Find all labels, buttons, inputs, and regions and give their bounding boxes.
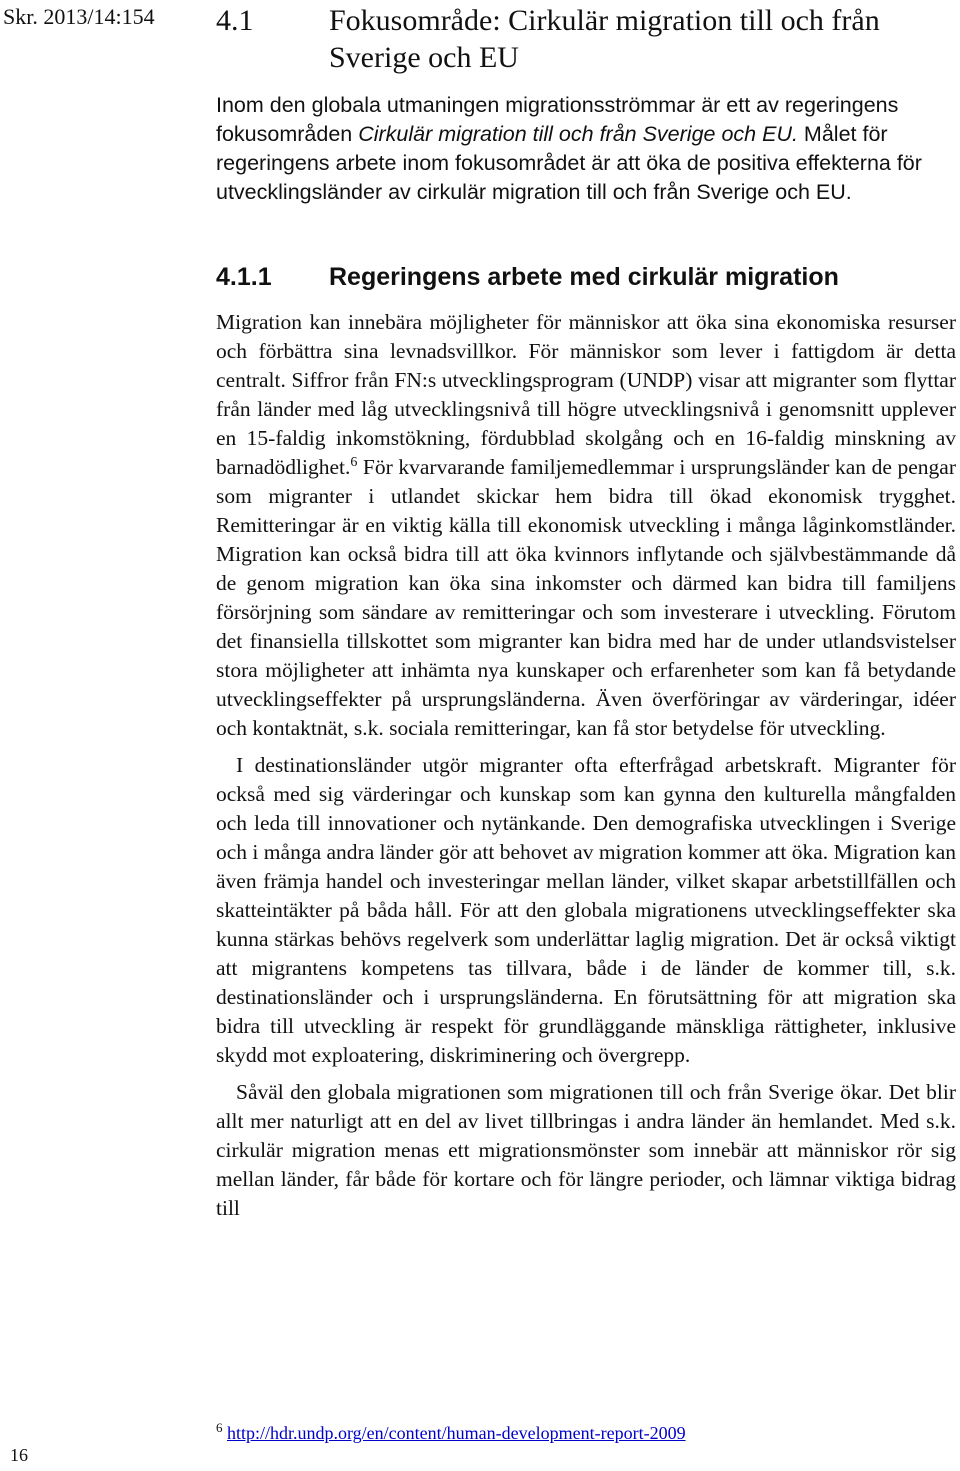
subsection-title: Regeringens arbete med cirkulär migration	[329, 263, 839, 291]
footnote-ref[interactable]: 6	[350, 454, 358, 470]
section-number: 4.1	[216, 4, 254, 37]
intro-text-1: Inom den globala utmaningen migrationsströmmar är ett av regeringens fokusområden	[216, 93, 899, 146]
body-text	[216, 308, 956, 1231]
intro-italic-focus-area: Cirkulär migration till och från Sverige och EU.	[358, 122, 798, 146]
intro-text-2: Målet för regeringens arbete inom fokusområdet är att öka de positiva effekterna för utvecklingsländer av cirkulär migration till och från Sverige och EU.	[216, 122, 922, 204]
section-heading	[216, 2, 956, 76]
page-number: 16	[10, 1445, 28, 1465]
paragraph-1-text-a: Migration kan innebära möjligheter för människor att öka sina ekonomiska resurser och förbättra sina levnadsvillkor. För människor som lever i fattigdom är detta centralt. Siffror från FN:s utvecklingsprogram (UNDP) visar att migranter som flyttar från länder med låg utvecklingsnivå till högre utvecklingsnivå i genomsnitt upplever en 15-faldig inkomstökning, fördubblad skolgång och en 16-faldig minskning av barnadödlighet.	[216, 310, 956, 479]
footnote-number: 6	[216, 1420, 223, 1435]
footnote-link[interactable]: http://hdr.undp.org/en/content/human-development-report-2009	[227, 1423, 686, 1443]
section-title: Fokusområde: Cirkulär migration till och från Sverige och EU	[329, 4, 880, 74]
intro-paragraph	[216, 91, 956, 207]
footnote	[216, 1420, 686, 1446]
paragraph-1	[216, 308, 956, 743]
document-reference: Skr. 2013/14:154	[3, 4, 155, 29]
subsection-number: 4.1.1	[216, 263, 272, 291]
paragraph-1-text-b: För kvarvarande familjemedlemmar i ursprungsländer kan de pengar som migranter i utlandet skickar hem bidra till ökad ekonomisk trygghet. Remitteringar är en viktig källa till ekonomisk utveckling i många låginkomstländer. Migration kan också bidra till att öka kvinnors inflytande och självbestämmande då de genom migration kan öka sina inkomster och därmed kan bidra till familjens försörjning som sändare av remitteringar och som investerare i utveckling. Förutom det finansiella tillskottet som migranter kan bidra med har de under utlandsvistelser stora möjligheter att inhämta nya kunskaper och erfarenheter som kan få betydande utvecklingseffekter på ursprungsländerna. Även överföringar av värderingar, idéer och kontaktnät, s.k. sociala remitteringar, kan få stor betydelse för utveckling.	[216, 455, 956, 740]
paragraph-2: I destinationsländer utgör migranter ofta efterfrågad arbetskraft. Migranter för också med sig värderingar och kunskap som kan gynna den kulturella mångfalden och leda till innovationer och nytänkande. Den demografiska utvecklingen i Sverige och i många andra länder gör att behovet av migration kommer att öka. Migration kan även främja handel och investeringar mellan länder, vilket skapar arbetstillfällen och skatteintäkter på båda håll. För att den globala migrationens utvecklingseffekter ska kunna stärkas behövs regelverk som underlättar laglig migration. Det är också viktigt att migrantens kompetens tas tillvara, både i de länder de kommer till, s.k. destinationsländer och i ursprungsländerna. En förutsättning för att migration ska bidra till utveckling är respekt för grundläggande mänskliga rättigheter, inklusive skydd mot exploatering, diskriminering och övergrepp.	[216, 753, 956, 1067]
subsection-heading	[216, 261, 956, 293]
paragraph-3: Såväl den globala migrationen som migrationen till och från Sverige ökar. Det blir allt mer naturligt att en del av livet tillbringas i andra länder än hemlandet. Med s.k. cirkulär migration menas ett migrationsmönster som innebär att människor rör sig mellan länder, får både för kortare och för längre perioder, och lämnar viktiga bidrag till	[216, 1080, 956, 1220]
